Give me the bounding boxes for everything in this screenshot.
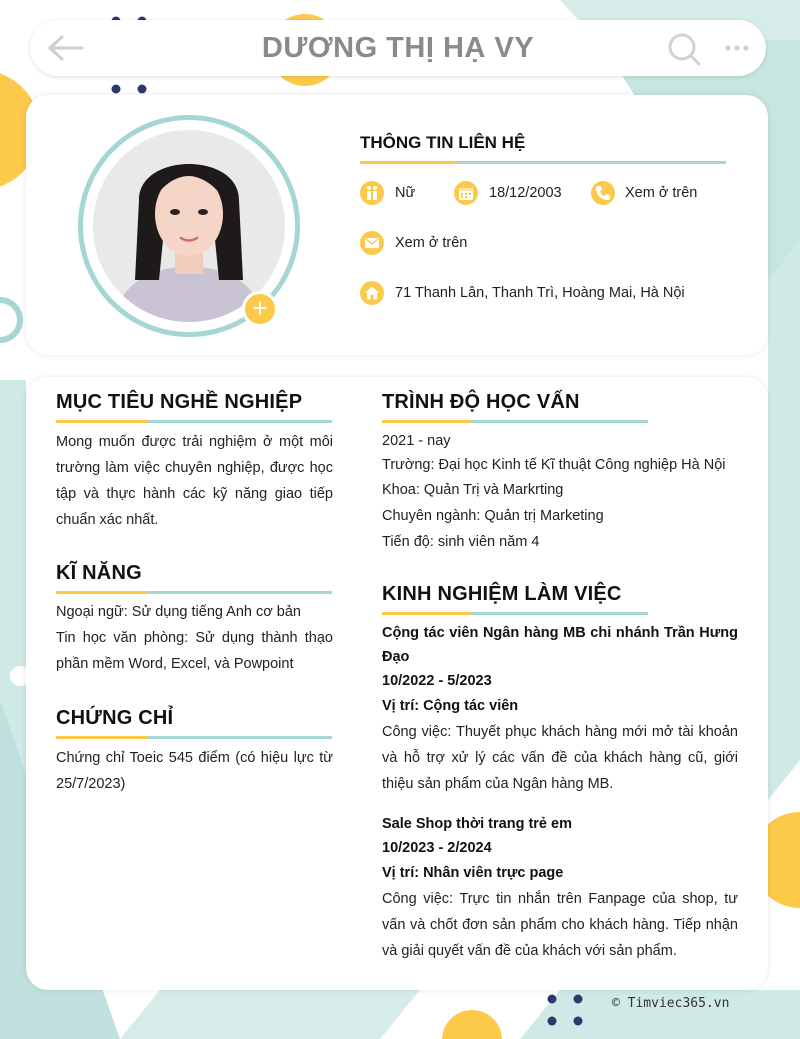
address-value: 71 Thanh Lân, Thanh Trì, Hoàng Mai, Hà Nội [395, 285, 685, 301]
add-photo-button[interactable]: + [242, 291, 278, 327]
certificates-text: Chứng chỉ Toeic 545 điểm (có hiệu lực từ 25/7/2023) [56, 750, 333, 792]
email-value: Xem ở trên [395, 235, 468, 251]
experience-underline [472, 612, 648, 615]
top-bar [30, 20, 766, 76]
education-faculty: Khoa: Quản Trị và Markrting [382, 482, 564, 498]
job-description: Công việc: Trực tin nhắn trên Fanpage của shop, tư vấn và chốt đơn sản phẩm cho khách hàng. Tiếp nhận và giải quyết vấn đề của khách với sản phẩm. [382, 891, 738, 959]
job-company: Cộng tác viên Ngân hàng MB chi nhánh Trần Hưng Đạo [382, 625, 738, 665]
education-period: 2021 - nay [382, 433, 451, 449]
job-period: 10/2023 - 2/2024 [382, 840, 492, 856]
heading-underline [458, 161, 726, 164]
skills-underline [148, 591, 332, 594]
page-title: DƯƠNG THỊ HẠ VY [261, 32, 535, 64]
education-major: Chuyên ngành: Quản trị Marketing [382, 508, 604, 524]
certificates-underline-accent [56, 736, 148, 739]
skill-item: Ngoại ngữ: Sử dụng tiếng Anh cơ bản [56, 604, 301, 620]
phone-value: Xem ở trên [625, 185, 698, 201]
profile-card [26, 95, 768, 355]
skill-item: Tin học văn phòng: Sử dụng thành thạo phần mềm Word, Excel, và Powpoint [56, 630, 333, 672]
education-title: TRÌNH ĐỘ HỌC VẤN [382, 391, 580, 413]
job-description: Công việc: Thuyết phục khách hàng mới mở tài khoản và hỗ trợ xử lý các vấn đề của khách hàng cũ, giới thiệu sản phẩm của Ngân hàng MB. [382, 724, 738, 792]
job-position: Vị trí: Cộng tác viên [382, 698, 519, 714]
career-goal-title: MỤC TIÊU NGHỀ NGHIỆP [56, 391, 303, 413]
education-progress: Tiến độ: sinh viên năm 4 [382, 534, 540, 550]
skills-title: KĨ NĂNG [56, 562, 142, 584]
education-underline [472, 420, 648, 423]
calendar-icon [454, 181, 478, 205]
career-goal-text: Mong muốn được trải nghiệm ở một môi trường làm việc chuyên nghiệp, được học tập và thực hành các kỹ năng giao tiếp chuẩn xác nhất. [56, 434, 333, 528]
certificates-underline [148, 736, 332, 739]
phone-icon [591, 181, 615, 205]
education-school: Trường: Đại học Kinh tế Kĩ thuật Công nghiệp Hà Nội [382, 457, 726, 473]
gender-value: Nữ [395, 185, 416, 201]
gender-icon [360, 181, 384, 205]
education-underline-accent [382, 420, 472, 423]
certificates-title: CHỨNG CHỈ [56, 707, 174, 729]
skills-underline-accent [56, 591, 148, 594]
home-icon [360, 281, 384, 305]
job-period: 10/2022 - 5/2023 [382, 673, 492, 689]
job-company: Sale Shop thời trang trẻ em [382, 816, 572, 832]
contact-heading: THÔNG TIN LIÊN HỆ [360, 133, 526, 152]
job-position: Vị trí: Nhân viên trực page [382, 865, 564, 881]
career-goal-underline [148, 420, 332, 423]
heading-underline-accent [360, 161, 458, 164]
email-icon [360, 231, 384, 255]
career-goal-underline-accent [56, 420, 148, 423]
more-options-icon[interactable] [724, 40, 750, 56]
copyright-text: © Timviec365.vn [612, 996, 730, 1011]
birthdate-value: 18/12/2003 [489, 185, 562, 201]
experience-underline-accent [382, 612, 472, 615]
search-icon[interactable] [666, 31, 702, 67]
experience-title: KINH NGHIỆM LÀM VIỆC [382, 583, 622, 605]
content-card [26, 377, 768, 990]
